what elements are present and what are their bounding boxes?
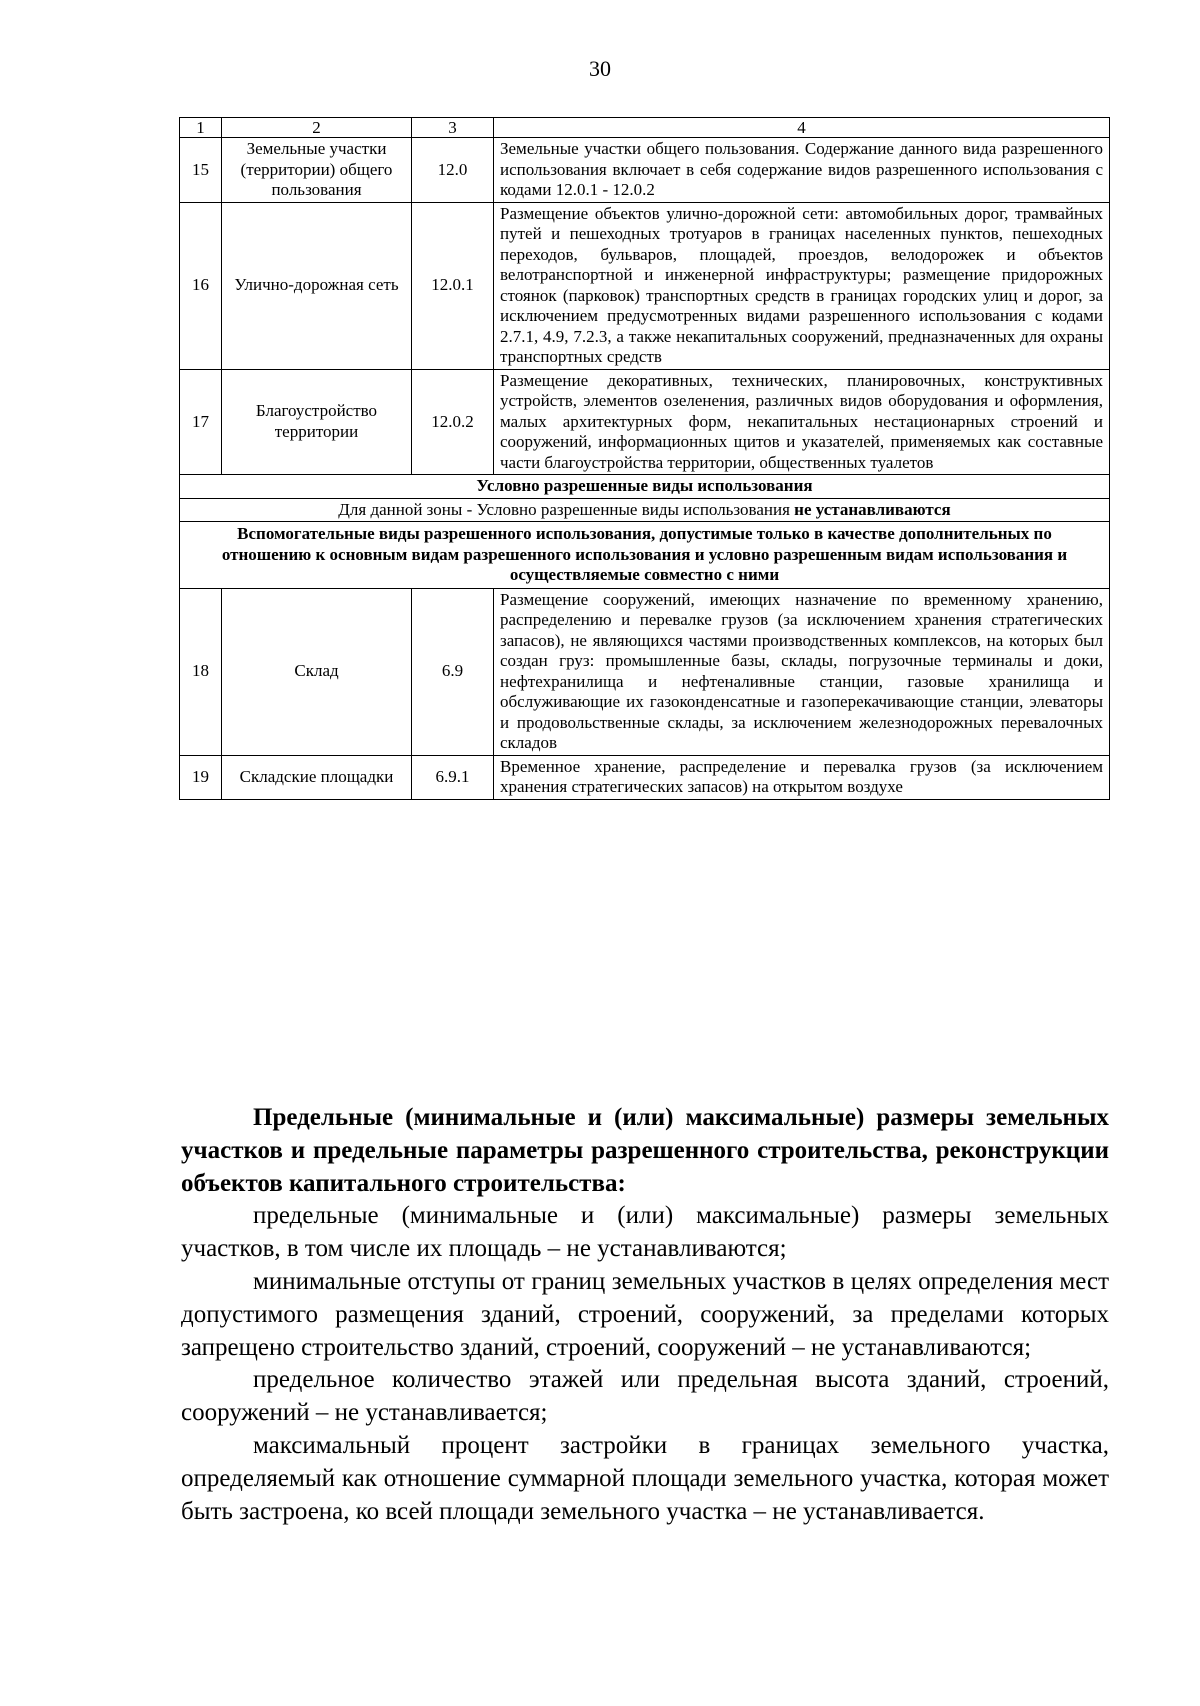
use-code: 12.0.2 (412, 369, 494, 475)
use-name: Складские площадки (222, 755, 412, 799)
section-heading-auxiliary: Вспомогательные виды разрешенного использования, допустимые только в качестве дополнительных по отношению к основным видам разрешенного использования и условно разрешенным видам использования и осуществляемые совместно с ними (180, 522, 1110, 589)
use-description: Временное хранение, распределение и перевалка грузов (за исключением хранения стратегических запасов) на открытом воздухе (494, 755, 1110, 799)
column-header: 2 (222, 118, 412, 138)
table-row (180, 202, 1110, 369)
conditional-note (180, 498, 1110, 522)
use-code: 6.9 (412, 588, 494, 755)
row-number: 15 (180, 138, 222, 203)
land-use-table (179, 117, 1110, 800)
page-number: 30 (589, 56, 611, 81)
parameter-item: минимальные отступы от границ земельных участков в целях определения мест допустимого размещения зданий, строений, сооружений, за пределами которых запрещено строительство зданий, строений, сооружений – не устанавливаются; (181, 1267, 1109, 1361)
use-code: 12.0 (412, 138, 494, 203)
conditional-note-text: Для данной зоны - Условно разрешенные виды использования (338, 499, 795, 519)
row-number: 18 (180, 588, 222, 755)
use-description: Размещение объектов улично-дорожной сети: автомобильных дорог, трамвайных путей и пешеходных тротуаров в границах населенных пунктов, пешеходных переходов, бульваров, площадей, проездов, велодорожек и объектов велотранспортной и инженерной инфраструктуры; размещение придорожных стоянок (парковок) транспортных средств в границах городских улиц и дорог, за исключением предусмотренных видами разрешенного использования с кодами 2.7.1, 4.9, 7.2.3, а также некапитальных сооружений, предназначенных для охраны транспортных средств (494, 202, 1110, 369)
table-row (180, 138, 1110, 203)
row-number: 19 (180, 755, 222, 799)
parameter-item: предельное количество этажей или предельная высота зданий, строений, сооружений – не устанавливается; (181, 1366, 1109, 1427)
section-row-conditional (180, 475, 1110, 499)
row-number: 16 (180, 202, 222, 369)
use-name: Земельные участки (территории) общего пользования (222, 138, 412, 203)
use-name: Благоустройство территории (222, 369, 412, 475)
use-name: Склад (222, 588, 412, 755)
section-heading-conditional: Условно разрешенные виды использования (180, 475, 1110, 499)
conditional-note-emphasis: не устанавливаются (794, 499, 951, 519)
table-row (180, 588, 1110, 755)
table-row (180, 755, 1110, 799)
section-row-auxiliary (180, 522, 1110, 589)
parameters-heading: Предельные (минимальные и (или) максимальные) размеры земельных участков и предельные параметры разрешенного строительства, реконструкции объектов капитального строительства: (181, 1104, 1109, 1197)
parameter-item: предельные (минимальные и (или) максимальные) размеры земельных участков, в том числе их площадь – не устанавливаются; (181, 1202, 1109, 1263)
column-header: 1 (180, 118, 222, 138)
use-description: Земельные участки общего пользования. Содержание данного вида разрешенного использования включает в себя содержание видов разрешенного использования с кодами 12.0.1 - 12.0.2 (494, 138, 1110, 203)
use-description: Размещение декоративных, технических, планировочных, конструктивных устройств, элементов озеленения, различных видов оборудования и оформления, малых архитектурных форм, некапитальных нестационарных строений и сооружений, информационных щитов и указателей, применяемых как составные части благоустройства территории, общественных туалетов (494, 369, 1110, 475)
use-description: Размещение сооружений, имеющих назначение по временному хранению, распределению и перевалке грузов (за исключением хранения стратегических запасов), не являющихся частями производственных комплексов, на которых был создан груз: промышленные базы, склады, погрузочные терминалы и доки, нефтехранилища и нефтеналивные станции, газовые хранилища и обслуживающие их газоконденсатные и газоперекачивающие станции, элеваторы и продовольственные склады, за исключением железнодорожных перевалочных складов (494, 588, 1110, 755)
table-header-row (180, 118, 1110, 138)
column-header: 4 (494, 118, 1110, 138)
use-name: Улично-дорожная сеть (222, 202, 412, 369)
conditional-note-row (180, 498, 1110, 522)
parameter-item: максимальный процент застройки в границах земельного участка, определяемый как отношение суммарной площади земельного участка, которая может быть застроена, ко всей площади земельного участка – не устанавливается. (181, 1431, 1109, 1525)
table-row (180, 369, 1110, 475)
column-header: 3 (412, 118, 494, 138)
building-parameters-section (181, 1102, 1109, 1528)
row-number: 17 (180, 369, 222, 475)
use-code: 6.9.1 (412, 755, 494, 799)
use-code: 12.0.1 (412, 202, 494, 369)
